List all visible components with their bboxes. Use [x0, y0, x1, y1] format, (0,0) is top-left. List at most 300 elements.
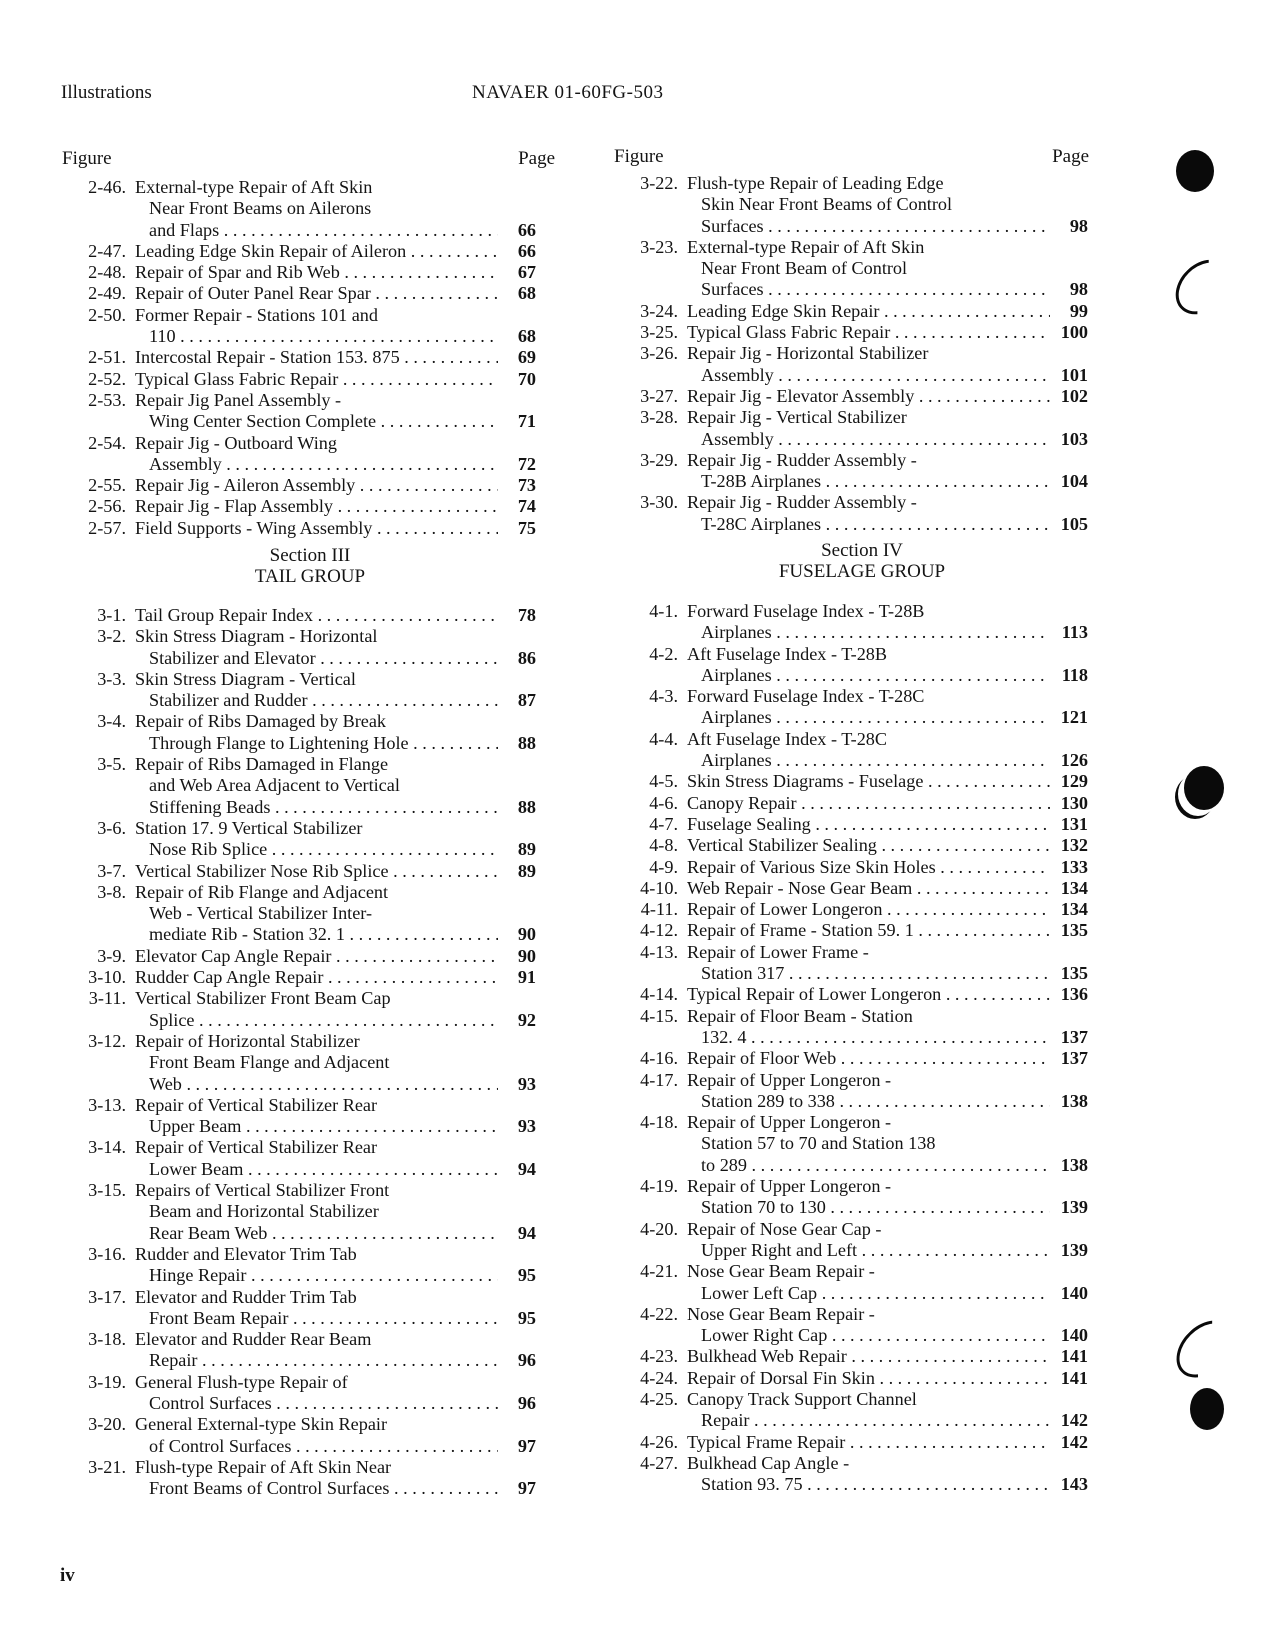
toc-entry	[60, 1372, 560, 1415]
page-number: 66	[517, 219, 536, 240]
figure-title	[687, 644, 1050, 687]
figure-title	[687, 857, 1050, 878]
figure-title-line: Front Beam Repair . . .	[135, 1308, 498, 1329]
figure-number: 4-16.	[640, 1048, 678, 1069]
page-number: 88	[517, 732, 536, 753]
toc-entry	[612, 857, 1112, 878]
figure-title-line: Through Flange to Lightening Hole . . . .	[135, 733, 498, 754]
figure-title-line: Repair of Nose Gear Cap -	[687, 1218, 882, 1239]
figure-number: 3-23.	[640, 236, 678, 257]
figure-number: 4-21.	[640, 1261, 678, 1282]
figure-title-line: Stabilizer and Elevator . . .	[135, 648, 498, 669]
page-number: 78	[517, 605, 536, 625]
figure-title	[135, 475, 498, 496]
figure-title-line: Repair Jig - Outboard Wing	[135, 432, 337, 453]
section-number: Section III	[269, 545, 351, 566]
figure-title-line: Upper Right and Left . . .	[687, 1240, 1050, 1261]
page-number: 86	[517, 647, 536, 668]
figure-title	[687, 1006, 1050, 1049]
figure-title	[135, 347, 498, 368]
figure-title	[687, 878, 1050, 899]
toc-entry	[60, 369, 560, 390]
page-number: 135	[1060, 963, 1088, 984]
figure-title	[687, 984, 1050, 1005]
figure-title-line: Repair of Spar and Rib Web . . .	[135, 262, 498, 283]
toc-entry	[612, 1453, 1112, 1496]
figure-title-line: Forward Fuselage Index - T-28C	[687, 686, 925, 707]
figure-title-line: and Flaps . . .	[135, 220, 498, 241]
figure-title-line: Skin Stress Diagrams - Fuselage . . .	[687, 771, 1050, 792]
page-number: 67	[517, 262, 536, 283]
toc-entry	[612, 301, 1112, 322]
page-number: 130	[1060, 792, 1088, 813]
figure-title-line: Web . . .	[135, 1074, 498, 1095]
toc-entry	[60, 818, 560, 861]
page-number: 89	[517, 860, 536, 881]
toc-entry	[60, 711, 560, 754]
page-number: 121	[1060, 707, 1088, 728]
page-number: 131	[1060, 813, 1088, 834]
toc-entry	[612, 1112, 1112, 1176]
figure-title	[135, 1244, 498, 1287]
toc-entry	[612, 814, 1112, 835]
figure-title-line: 110 . . .	[135, 326, 498, 347]
figure-title-line: Repair of Dorsal Fin Skin . . .	[687, 1368, 1050, 1389]
figure-title	[687, 173, 1050, 237]
figure-number: 4-27.	[640, 1452, 678, 1473]
figure-title-line: Flush-type Repair of Aft Skin Near	[135, 1456, 392, 1477]
figure-number: 4-13.	[640, 941, 678, 962]
figure-title-line: Intercostal Repair - Station 153. 875 . . . .	[135, 347, 498, 368]
figure-title-line: Repair of Lower Frame -	[687, 941, 869, 962]
page-number: 102	[1060, 385, 1088, 406]
figure-title	[135, 496, 498, 517]
figure-title	[135, 1137, 498, 1180]
figure-title	[687, 1304, 1050, 1347]
figure-title	[135, 390, 498, 433]
figure-title-line: Tail Group Repair Index . . .	[135, 605, 498, 626]
figure-title	[135, 177, 498, 241]
figure-title-line: Airplanes . . .	[687, 707, 1050, 728]
figure-title	[135, 946, 498, 967]
figure-title-line: Leading Edge Skin Repair of Aileron . . . .	[135, 241, 498, 262]
figure-title-line: Hinge Repair . . .	[135, 1265, 498, 1286]
figure-number: 3-21.	[88, 1456, 126, 1477]
figure-title	[687, 686, 1050, 729]
figure-number: 3-29.	[640, 449, 678, 470]
page-number: 68	[517, 283, 536, 304]
page-number: 140	[1060, 1282, 1088, 1303]
toc-entry	[612, 1176, 1112, 1219]
toc-entry	[60, 305, 560, 348]
figure-title	[135, 305, 498, 348]
figure-title-line: Repair of Various Size Skin Holes . . .	[687, 857, 1050, 878]
toc-entry	[60, 518, 560, 539]
toc-entry	[612, 173, 1112, 237]
figure-title	[135, 861, 498, 882]
figure-title	[687, 1070, 1050, 1113]
page-number: 138	[1060, 1090, 1088, 1111]
punch-hole-top	[1176, 150, 1214, 192]
figure-title	[687, 1453, 1050, 1496]
page-number: 94	[517, 1158, 536, 1179]
figure-title-line: Typical Glass Fabric Repair . . .	[135, 369, 498, 390]
figure-title-line: Station 70 to 130 . . .	[687, 1197, 1050, 1218]
figure-title	[687, 814, 1050, 835]
figure-number: 4-15.	[640, 1005, 678, 1026]
figure-number: 2-57.	[88, 517, 126, 538]
page-number: 97	[517, 1478, 536, 1499]
figure-title-line: Repair of Rib Flange and Adjacent	[135, 881, 389, 902]
left-entry-list-1	[60, 177, 560, 539]
figure-title	[687, 1112, 1050, 1176]
figure-number: 3-20.	[88, 1414, 126, 1435]
toc-entry	[60, 1180, 560, 1244]
toc-entry	[612, 942, 1112, 985]
figure-title-line: Repair of Floor Beam - Station	[687, 1005, 913, 1026]
figure-number: 3-17.	[88, 1286, 126, 1307]
figure-title-line: T-28B Airplanes . . .	[687, 471, 1050, 492]
toc-entry	[60, 946, 560, 967]
figure-title	[687, 322, 1050, 343]
figure-number: 3-28.	[640, 407, 678, 428]
page-number: 73	[517, 475, 536, 496]
toc-entry	[612, 644, 1112, 687]
toc-entry	[60, 1329, 560, 1372]
right-entry-list-2	[612, 601, 1112, 1495]
figure-title	[687, 793, 1050, 814]
figure-number: 2-55.	[88, 475, 126, 496]
toc-entry	[612, 1389, 1112, 1432]
figure-number: 4-14.	[640, 984, 678, 1005]
page-number: 101	[1060, 364, 1088, 385]
toc-entry	[60, 967, 560, 988]
page-number: 100	[1060, 322, 1088, 343]
figure-title-line: Vertical Stabilizer Nose Rib Splice . . . . .	[135, 861, 498, 882]
figure-title-line: Typical Glass Fabric Repair . . .	[687, 322, 1050, 343]
figure-number: 3-6.	[97, 817, 126, 838]
toc-entry	[612, 771, 1112, 792]
figure-number: 3-19.	[88, 1371, 126, 1392]
figure-title-line: Repair of Vertical Stabilizer Rear	[135, 1137, 378, 1158]
figure-number: 4-26.	[640, 1431, 678, 1452]
figure-number: 3-9.	[97, 945, 126, 966]
toc-entry	[60, 177, 560, 241]
page-number: 69	[517, 347, 536, 368]
figure-title-line: Station 57 to 70 and Station 138	[701, 1133, 936, 1154]
figure-number: 2-54.	[88, 432, 126, 453]
page-number: 96	[517, 1392, 536, 1413]
figure-title-line: Elevator and Rudder Trim Tab	[135, 1286, 357, 1307]
figure-title-line: Repair of Horizontal Stabilizer	[135, 1030, 360, 1051]
left-column-header	[60, 148, 560, 172]
figure-title-line: Field Supports - Wing Assembly . . .	[135, 518, 498, 539]
figure-title	[135, 433, 498, 476]
toc-entry	[612, 492, 1112, 535]
page-number: 98	[1069, 215, 1088, 236]
figure-number: 2-49.	[88, 283, 126, 304]
figure-title-line: Fuselage Sealing . . .	[687, 814, 1050, 835]
toc-entry	[60, 433, 560, 476]
figure-title	[687, 301, 1050, 322]
page-number: 96	[517, 1350, 536, 1371]
page-number: 91	[517, 967, 536, 988]
figure-title-line: Typical Repair of Lower Longeron . . . . .	[687, 984, 1050, 1005]
figure-title-line: Lower Beam . . .	[135, 1159, 498, 1180]
figure-number: 3-12.	[88, 1030, 126, 1051]
figure-title	[135, 626, 498, 669]
section-number: Section IV	[821, 540, 903, 561]
figure-number: 3-7.	[97, 860, 126, 881]
toc-entry	[60, 262, 560, 283]
figure-title-line: Nose Gear Beam Repair -	[687, 1261, 875, 1282]
figure-title	[135, 1287, 498, 1330]
figure-title-line: Canopy Repair . . .	[687, 793, 1050, 814]
toc-entry	[612, 237, 1112, 301]
figure-title	[135, 1372, 498, 1415]
figure-title-line: mediate Rib - Station 32. 1 . . .	[135, 924, 498, 945]
page-number: 88	[517, 796, 536, 817]
page-number: 94	[517, 1222, 536, 1243]
figure-title-line: Repair of Floor Web . . .	[687, 1048, 1050, 1069]
figure-number: 3-15.	[88, 1180, 126, 1201]
figure-title	[687, 1389, 1050, 1432]
figure-title-line: Repairs of Vertical Stabilizer Front	[135, 1180, 390, 1201]
figure-title-line: Lower Left Cap . . .	[687, 1283, 1050, 1304]
figure-title-line: Repair of Upper Longeron -	[687, 1069, 892, 1090]
figure-title-line: Repair Jig Panel Assembly -	[135, 389, 342, 410]
page-number: 74	[517, 496, 536, 517]
page-number: 97	[517, 1435, 536, 1456]
section-heading-tail-group	[60, 545, 560, 587]
figure-title-line: Repair of Upper Longeron -	[687, 1112, 892, 1133]
figure-title-line: Repair Jig - Rudder Assembly -	[687, 449, 917, 470]
figure-number: 4-1.	[649, 601, 678, 621]
figure-number: 3-27.	[640, 385, 678, 406]
figure-title-line: Upper Beam . . .	[135, 1116, 498, 1137]
page-number: 126	[1060, 750, 1088, 771]
figure-title	[135, 1329, 498, 1372]
page-number: 90	[517, 945, 536, 966]
toc-entry	[612, 920, 1112, 941]
figure-title	[687, 1368, 1050, 1389]
figure-number: 4-8.	[649, 835, 678, 856]
figure-title-line: Rudder Cap Angle Repair . . .	[135, 967, 498, 988]
figure-title-line: Assembly . . .	[687, 429, 1050, 450]
figure-title-line: Nose Gear Beam Repair -	[687, 1303, 875, 1324]
figure-title-line: Forward Fuselage Index - T-28B	[687, 601, 925, 621]
figure-title-line: Skin Near Front Beams of Control	[701, 194, 953, 215]
toc-entry	[60, 1414, 560, 1457]
figure-number: 4-5.	[649, 771, 678, 792]
figure-title	[135, 1180, 498, 1244]
page-number: 68	[517, 326, 536, 347]
page-number: 71	[517, 411, 536, 432]
page-number: 99	[1069, 300, 1088, 321]
toc-entry	[612, 1432, 1112, 1453]
figure-number: 4-9.	[649, 856, 678, 877]
figure-title-line: General Flush-type Repair of	[135, 1371, 348, 1392]
figure-number: 4-4.	[649, 728, 678, 749]
figure-title-line: External-type Repair of Aft Skin	[687, 236, 925, 257]
toc-entry	[612, 343, 1112, 386]
toc-entry	[612, 1006, 1112, 1049]
figure-title-line: Web Repair - Nose Gear Beam . . .	[687, 878, 1050, 899]
figure-title	[135, 1414, 498, 1457]
figure-title	[687, 899, 1050, 920]
toc-entry	[612, 984, 1112, 1005]
figure-title	[687, 1261, 1050, 1304]
page-number: 92	[517, 1009, 536, 1030]
figure-title-line: General External-type Skin Repair	[135, 1414, 388, 1435]
figure-title-line: Assembly . . .	[687, 365, 1050, 386]
figure-title-line: Airplanes . . .	[687, 665, 1050, 686]
toc-entry	[612, 899, 1112, 920]
figure-number: 3-11.	[88, 988, 126, 1009]
figure-number: 3-3.	[97, 668, 126, 689]
figure-title-line: Near Front Beams on Ailerons	[149, 198, 372, 219]
figure-title	[135, 241, 498, 262]
page-number: 75	[517, 517, 536, 538]
figure-title-line: Repair Jig - Flap Assembly . . .	[135, 496, 498, 517]
toc-entry	[612, 835, 1112, 856]
figure-title-line: Repair Jig - Horizontal Stabilizer	[687, 343, 929, 364]
page-number: 98	[1069, 279, 1088, 300]
ring-binder-mark-bottom	[1165, 1309, 1244, 1388]
figure-number: 4-17.	[640, 1069, 678, 1090]
toc-entry	[612, 686, 1112, 729]
figure-title	[135, 967, 498, 988]
figure-number: 2-46.	[88, 177, 126, 197]
page-number: 70	[517, 368, 536, 389]
figure-title-line: Airplanes . . .	[687, 750, 1050, 771]
page-number: 142	[1060, 1410, 1088, 1431]
figure-title	[135, 262, 498, 283]
figure-title-line: T-28C Airplanes . . .	[687, 514, 1050, 535]
figure-title-line: Repair . . .	[135, 1350, 498, 1371]
toc-entry	[60, 475, 560, 496]
right-column-header	[612, 146, 1112, 170]
toc-entry	[60, 882, 560, 946]
figure-number: 4-25.	[640, 1388, 678, 1409]
page-number: 134	[1060, 899, 1088, 920]
figure-title	[135, 669, 498, 712]
page-number: 143	[1060, 1474, 1088, 1495]
header-section-title: Illustrations	[61, 82, 152, 103]
toc-entry	[612, 729, 1112, 772]
figure-title-line: Nose Rib Splice . . .	[135, 839, 498, 860]
figure-title-line: Repair of Ribs Damaged by Break	[135, 711, 387, 732]
figure-title	[687, 771, 1050, 792]
figure-title-line: Flush-type Repair of Leading Edge	[687, 173, 944, 193]
section-title: TAIL GROUP	[254, 566, 366, 587]
figure-title-line: Stabilizer and Rudder . . .	[135, 690, 498, 711]
toc-entry	[60, 861, 560, 882]
toc-entry	[612, 1048, 1112, 1069]
figure-number: 4-7.	[649, 813, 678, 834]
figure-title-line: Repair of Lower Longeron . . .	[687, 899, 1050, 920]
figure-title-line: Stiffening Beads . . .	[135, 797, 498, 818]
figure-title-line: Near Front Beam of Control	[701, 258, 908, 279]
figure-column-label: Figure	[614, 146, 664, 167]
figure-number: 3-2.	[97, 626, 126, 647]
toc-entry	[60, 1095, 560, 1138]
toc-entry	[612, 450, 1112, 493]
page-number: 93	[517, 1073, 536, 1094]
section-heading-fuselage-group	[612, 540, 1112, 582]
figure-title-line: Beam and Horizontal Stabilizer	[149, 1201, 379, 1222]
figure-number: 4-19.	[640, 1176, 678, 1197]
figure-title-line: Front Beam Flange and Adjacent	[149, 1052, 390, 1073]
figure-title-line: Wing Center Section Complete . . .	[135, 411, 498, 432]
figure-number: 2-53.	[88, 389, 126, 410]
figure-number: 3-16.	[88, 1243, 126, 1264]
page-number: 137	[1060, 1026, 1088, 1047]
toc-entry	[612, 407, 1112, 450]
figure-title-line: Splice . . .	[135, 1010, 498, 1031]
page-number: 133	[1060, 856, 1088, 877]
figure-title-line: Skin Stress Diagram - Vertical	[135, 668, 356, 689]
figure-title	[687, 1346, 1050, 1367]
punch-hole-middle	[1184, 766, 1224, 810]
figure-title-line: Elevator Cap Angle Repair . . .	[135, 946, 498, 967]
figure-title-line: Lower Right Cap . . .	[687, 1325, 1050, 1346]
toc-entry	[60, 626, 560, 669]
figure-title-line: Web - Vertical Stabilizer Inter-	[149, 903, 373, 924]
figure-title-line: Station 317 . . .	[687, 963, 1050, 984]
figure-title	[687, 942, 1050, 985]
figure-title-line: Rudder and Elevator Trim Tab	[135, 1243, 357, 1264]
ring-binder-mark-top	[1165, 249, 1241, 325]
section-title: FUSELAGE GROUP	[778, 561, 946, 582]
figure-title	[135, 283, 498, 304]
page-column-label: Page	[518, 148, 555, 169]
figure-title-line: Repair Jig - Vertical Stabilizer	[687, 407, 907, 428]
page-number: 95	[517, 1265, 536, 1286]
figure-number: 2-56.	[88, 496, 126, 517]
figure-title	[687, 835, 1050, 856]
figure-title	[687, 1048, 1050, 1069]
toc-entry	[60, 241, 560, 262]
figure-number: 3-24.	[640, 300, 678, 321]
toc-entry	[60, 283, 560, 304]
footer-page-number: iv	[60, 1565, 75, 1586]
page-number: 129	[1060, 771, 1088, 792]
figure-title-line: Leading Edge Skin Repair . . .	[687, 301, 1050, 322]
figure-title-line: Repair Jig - Aileron Assembly . . .	[135, 475, 498, 496]
figure-title-line: Bulkhead Web Repair . . .	[687, 1346, 1050, 1367]
toc-entry	[612, 1070, 1112, 1113]
page-number: 141	[1060, 1367, 1088, 1388]
toc-entry	[60, 1457, 560, 1500]
page-number: 140	[1060, 1325, 1088, 1346]
page-number: 136	[1060, 984, 1088, 1005]
toc-entry	[612, 1304, 1112, 1347]
toc-entry	[60, 1137, 560, 1180]
figure-number: 2-47.	[88, 240, 126, 261]
figure-title	[687, 343, 1050, 386]
figure-title	[687, 1219, 1050, 1262]
page-number: 132	[1060, 835, 1088, 856]
figure-title-line: Repair of Upper Longeron -	[687, 1176, 892, 1197]
toc-entry	[612, 386, 1112, 407]
page-number: 138	[1060, 1154, 1088, 1175]
figure-number: 3-14.	[88, 1137, 126, 1158]
figure-title-line: Station 17. 9 Vertical Stabilizer	[135, 817, 363, 838]
page-number: 135	[1060, 920, 1088, 941]
figure-number: 2-51.	[88, 347, 126, 368]
figure-title-line: Aft Fuselage Index - T-28C	[687, 728, 888, 749]
